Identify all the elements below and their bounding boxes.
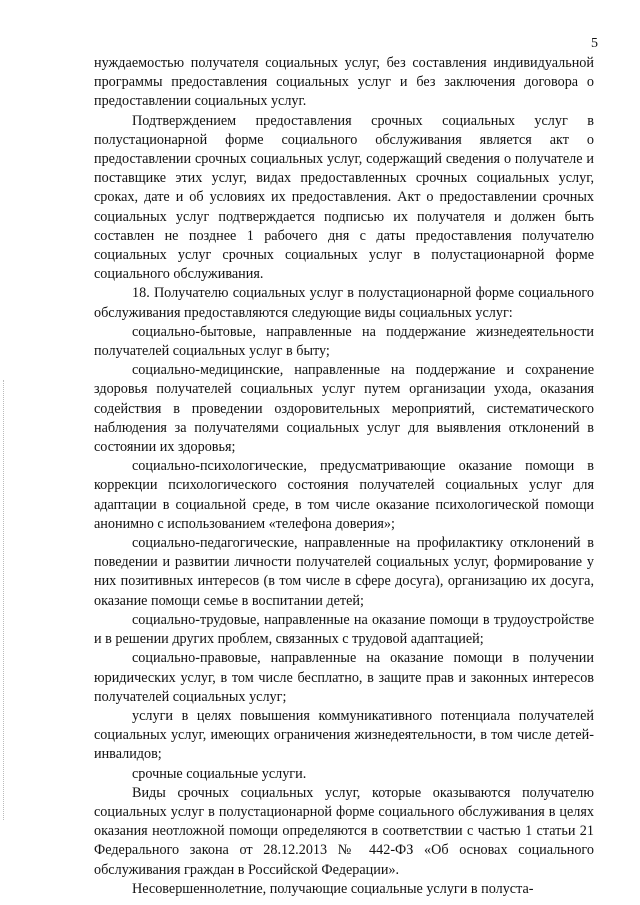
paragraph-1: нуждаемостью получателя социальных услуг, без составления индивидуальной программы предоставления социальных услуг и без заключения договора о предоставлении социальных услуг. bbox=[94, 55, 594, 110]
paragraph-12: Виды срочных социальных услуг, которые оказываются получателю социальных услуг в полустационарной форме социального обслуживания в целях оказания неотложной помощи определяются в соответствии с частью 1 статьи 21 Федерального закона от 28.12.2013 № 442-ФЗ «Об основах социального обслуживания граждан в Российской Федерации». bbox=[94, 784, 594, 878]
paragraph-11: срочные социальные услуги. bbox=[132, 765, 307, 782]
paragraph-3: 18. Получателю социальных услуг в полустационарной форме социального обслуживания предоставляются следующие виды социальных услуг: bbox=[94, 285, 594, 321]
paragraph-10: услуги в целях повышения коммуникативного потенциала получателей социальных услуг, имеющих ограничения жизнедеятельности, в том числе детей-инвалидов; bbox=[94, 707, 594, 763]
paragraph-7: социально-педагогические, направленные на профилактику отклонений в поведении и развитии личности получателей социальных услуг, формирование у них позитивных интересов (в том числе в сфере досуга), организацию их досуга, оказание помощи семье в воспитании детей; bbox=[94, 535, 594, 609]
paragraph-2: Подтверждением предоставления срочных социальных услуг в полустационарной форме социального обслуживания является акт о предоставлении срочных социальных услуг, содержащий сведения о получателе и поставщике этих услуг, видах предоставленных срочных социальных услуг, сроках, дате и об условиях их предоставления. Акт о предоставлении срочных социальных услуг подтверждается подписью их получателя и должен быть составлен не позднее 1 рабочего дня с даты предоставления получателю социальных услуг срочных социальных услуг в полустационарной форме социального обслуживания. bbox=[94, 112, 594, 283]
paragraph-9: социально-правовые, направленные на оказание помощи в получении юридических услуг, в том числе бесплатно, в защите прав и законных интересов получателей социальных услуг; bbox=[94, 650, 594, 705]
paragraph-5: социально-медицинские, направленные на поддержание и сохранение здоровья получателей социальных услуг путем организации ухода, оказания содействия в проведении оздоровительных мероприятий, систематического наблюдения за получателями социальных услуг для выявления отклонений в состоянии их здоровья; bbox=[94, 362, 594, 456]
page-number: 5 bbox=[591, 36, 598, 51]
paragraph-6: социально-психологические, предусматривающие оказание помощи в коррекции психологического состояния получателей социальных услуг для адаптации в социальной среде, в том числе оказание психологической помощи анонимно с использованием «телефона доверия»; bbox=[94, 458, 594, 532]
paragraph-8: социально-трудовые, направленные на оказание помощи в трудоустройстве и в решении других проблем, связанных с трудовой адаптацией; bbox=[94, 611, 594, 648]
document-body bbox=[94, 54, 594, 899]
paragraph-13: Несовершеннолетние, получающие социальные услуги в полуста- bbox=[132, 880, 534, 897]
paragraph-4: социально-бытовые, направленные на поддержание жизнедеятельности получателей социальных услуг в быту; bbox=[94, 323, 594, 360]
scan-edge-marks bbox=[3, 380, 6, 820]
